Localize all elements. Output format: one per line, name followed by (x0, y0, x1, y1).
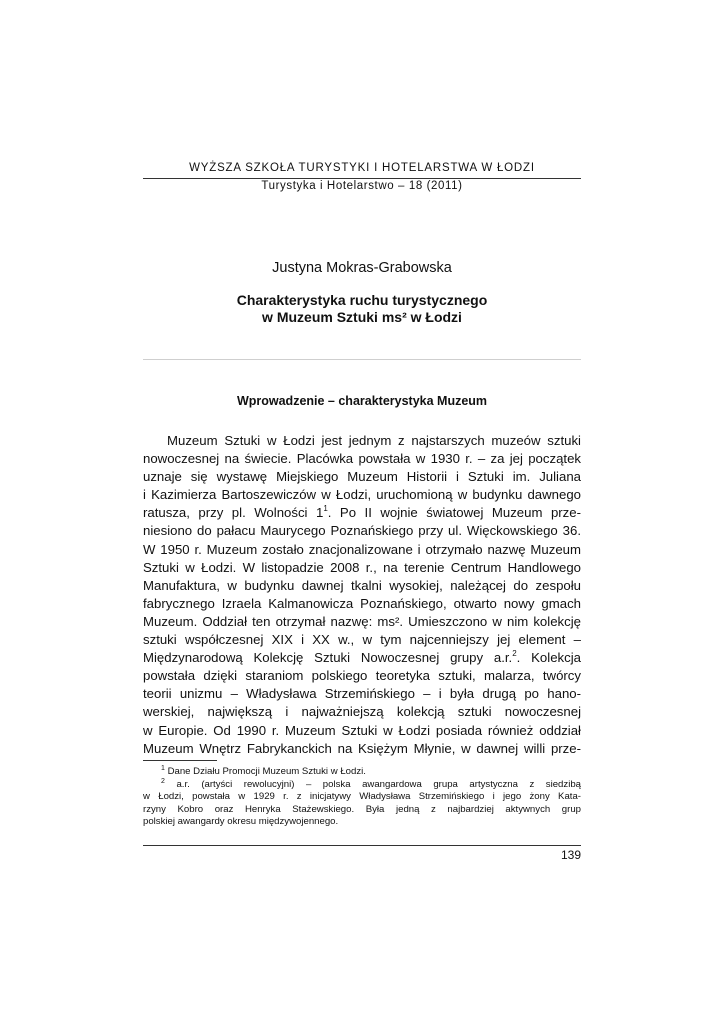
footer-divider (143, 845, 581, 846)
article-title (0, 292, 724, 326)
running-header-journal: Turystyka i Hotelarstwo – 18 (2011) (261, 180, 463, 192)
body-line: teorii unizmu – Władysława Strzemińskiego – i była drugą po hano- (143, 686, 581, 702)
article-title-line-1: Charakterystyka ruchu turystycznego (236, 292, 488, 308)
body-line: Sztuki w Łodzi. W listopadzie 2008 r., na terenie Centrum Handlowego (143, 559, 581, 575)
footnote-divider (143, 760, 217, 761)
title-divider (143, 359, 581, 360)
footnote-reference-2[interactable]: 2 (512, 649, 517, 659)
body-line: niesiono do pałacu Maurycego Poznańskiego przy ul. Więckowskiego 36. (143, 523, 581, 539)
footnote-1: $^1$ Dane Działu Promocji Muzeum Sztuki w Łodzi. (161, 765, 366, 777)
running-header-institution: WYŻSZA SZKOŁA TURYSTYKI I HOTELARSTWA W ŁODZI (189, 162, 535, 174)
body-line: w Europie. Od 1990 r. Muzeum Sztuki w Łodzi posiada również oddział (143, 722, 581, 738)
footnotes (143, 766, 581, 829)
body-line: sztuki współczesnej XIX i XX w., w tym najcenniejszy jej element – (143, 632, 581, 648)
footnote-2-mark: 2 (161, 777, 165, 785)
body-line: Muzeum Wnętrz Fabrykanckich na Księżym Młynie, w dawnej willi prze- (143, 740, 581, 756)
header-divider (143, 178, 581, 179)
footnote-2: $^2$ a.r. (artyści rewolucyjni) – polska awangardowa grupa artystyczna z siedzibą (161, 777, 581, 790)
article-title-line-2: w Muzeum Sztuki ms² w Łodzi (262, 309, 462, 325)
body-line: Muzeum Sztuki w Łodzi jest jednym z najstarszych muzeów sztuki (167, 433, 581, 448)
body-line: uznaje się wystawę Miejskiego Muzeum Historii i Sztuki im. Juliana (143, 469, 581, 485)
body-line: Muzeum. Oddział ten otrzymał nazwę: ms². Umieszczono w nim kolekcję (143, 613, 581, 629)
footnote-2-line: w Łodzi, powstała w 1929 r. z inicjatywy Władysława Strzemińskiego i jego żony Kata- (143, 791, 581, 802)
body-line: werskiej, największą i najważniejszą kolekcją sztuki nowoczesnej (143, 704, 581, 720)
footnote-1-mark: 1 (161, 765, 165, 772)
body-paragraph (143, 432, 581, 758)
page-number: 139 (560, 848, 581, 862)
section-heading: Wprowadzenie – charakterystyka Muzeum (236, 394, 488, 408)
body-line: Manufaktura, w budynku dawnej tkalni wysokiej, należącej do zespołu (143, 577, 581, 593)
article-author: Justyna Mokras-Grabowska (272, 260, 452, 276)
body-line: ratusza, przy pl. Wolności $1^1$. Po II wojnie światowej Muzeum prze- (143, 504, 581, 521)
footnote-2-line: rzyny Kobro oraz Henryka Stażewskiego. Była jedną z najbardziej aktywnych grup (143, 803, 581, 815)
body-line: i Kazimierza Bartoszewiczów w Łodzi, uruchomioną w budynku dawnego (143, 487, 581, 503)
footnote-reference-1[interactable]: 1 (323, 504, 328, 514)
footnote-2-line: polskiej awangardy okresu międzywojennego. (143, 816, 339, 827)
body-line: powstała dzięki staraniom polskiego teoretyka sztuki, malarza, twórcy (143, 668, 581, 684)
body-line: W 1950 r. Muzeum zostało znacjonalizowane i otrzymało nazwę Muzeum (143, 541, 581, 557)
body-line: Międzynarodową Kolekcję Sztuki Nowoczesnej grupy a.r.$^2$. Kolekcja (143, 649, 581, 666)
body-line: fabrycznego Izraela Kalmanowicza Poznańskiego, otwarto nowy gmach (143, 595, 581, 611)
body-line: nowoczesnej na świecie. Placówka powstała w 1930 r. – za jej początek (143, 451, 581, 467)
